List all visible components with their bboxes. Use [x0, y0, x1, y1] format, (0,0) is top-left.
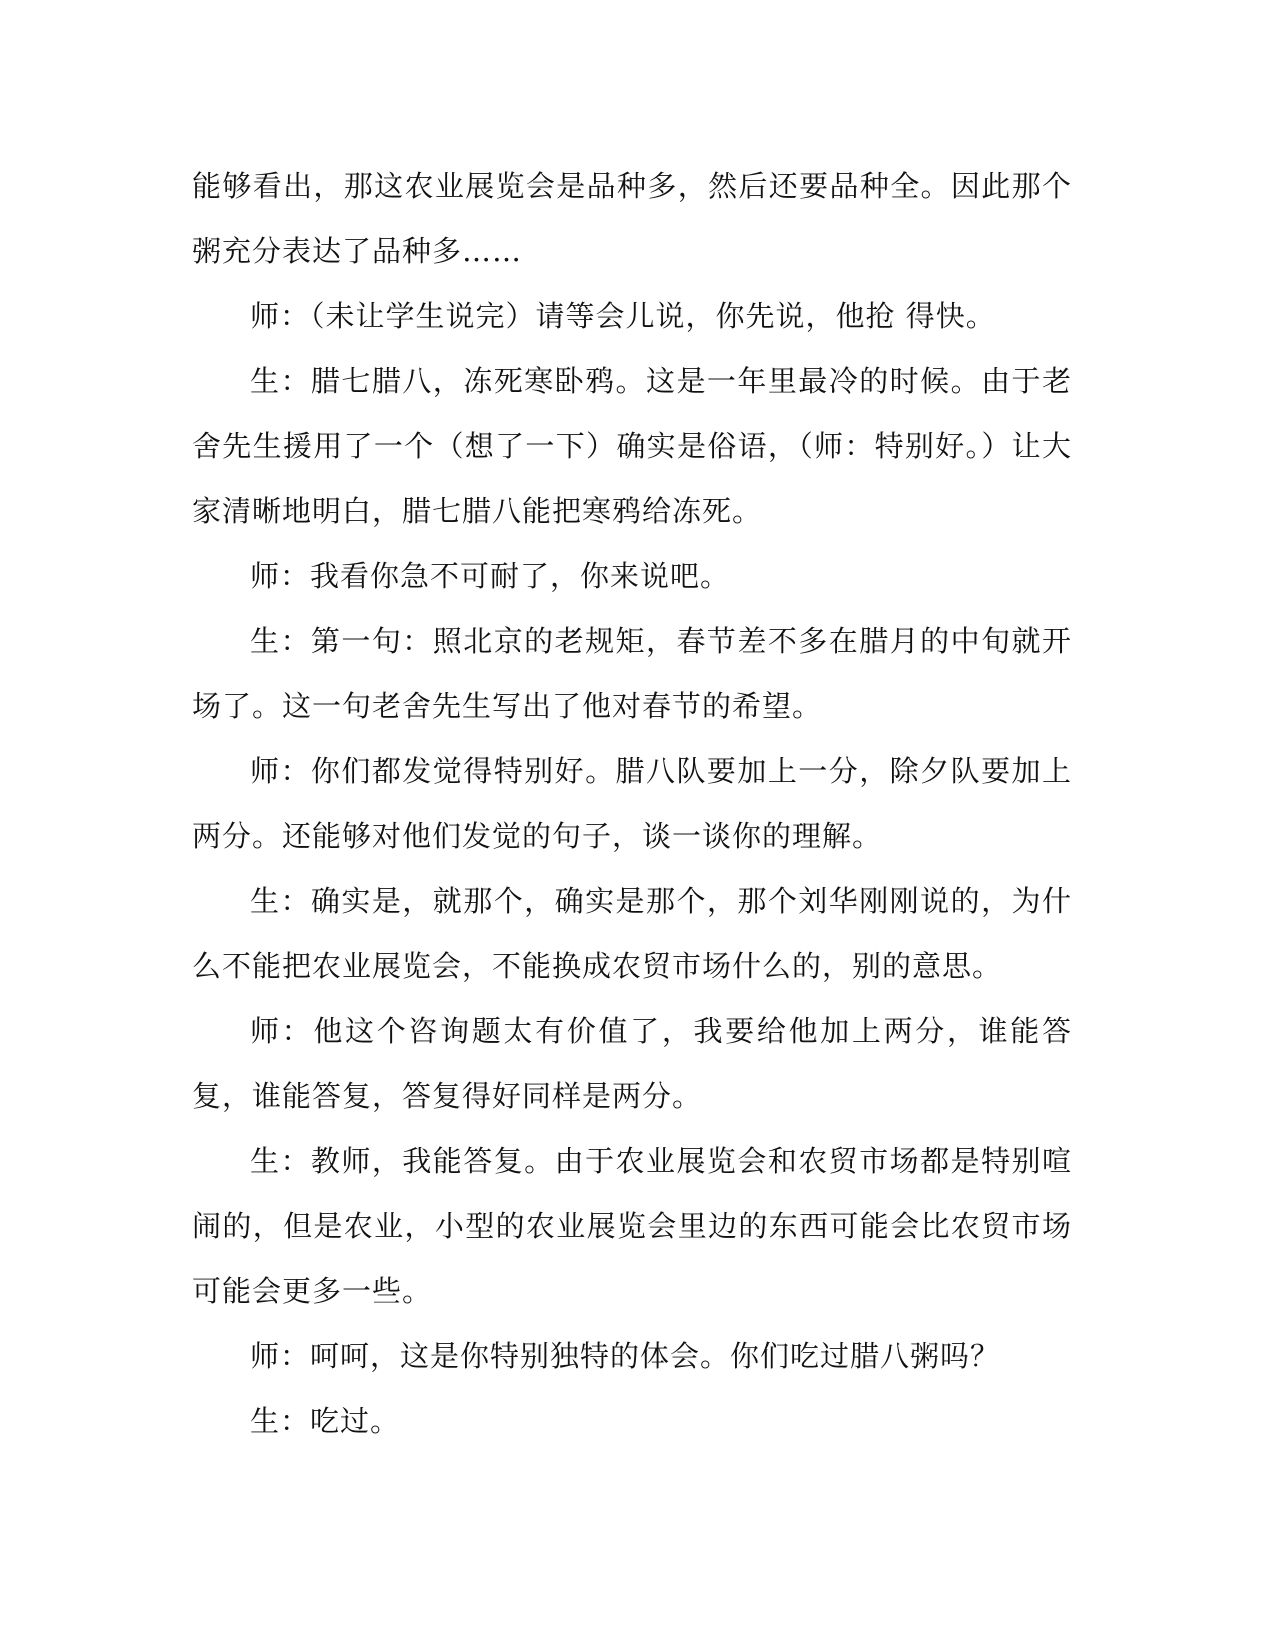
document-body [192, 154, 1072, 1454]
paragraph-continuation: 能够看出，那这农业展览会是品种多，然后还要品种全。因此那个粥充分表达了品种多…… [192, 169, 1072, 268]
paragraph-teacher-1: 师：（未让学生说完）请等会儿说，你先说，他抢 得快。 [250, 299, 996, 333]
paragraph-teacher-5: 师：呵呵，这是你特别独特的体会。你们吃过腊八粥吗？ [250, 1339, 1001, 1373]
paragraph-student-1: 生：腊七腊八，冻死寒卧鸦。这是一年里最冷的时候。由于老舍先生援用了一个（想了一下）确实是俗语，（师：特别好。）让大家清晰地明白，腊七腊八能把寒鸦给冻死。 [192, 364, 1072, 528]
paragraph-teacher-3: 师：你们都发觉得特别好。腊八队要加上一分，除夕队要加上两分。还能够对他们发觉的句子，谈一谈你的理解。 [192, 754, 1072, 853]
paragraph-student-4: 生：教师，我能答复。由于农业展览会和农贸市场都是特别喧闹的，但是农业，小型的农业展览会里边的东西可能会比农贸市场可能会更多一些。 [192, 1144, 1072, 1308]
paragraph-student-3: 生：确实是，就那个，确实是那个，那个刘华刚刚说的，为什么不能把农业展览会，不能换成农贸市场什么的，别的意思。 [192, 884, 1072, 983]
paragraph-student-2: 生：第一句：照北京的老规矩，春节差不多在腊月的中旬就开场了。这一句老舍先生写出了他对春节的希望。 [192, 624, 1072, 723]
paragraph-teacher-4: 师：他这个咨询题太有价值了，我要给他加上两分，谁能答复，谁能答复，答复得好同样是两分。 [192, 1014, 1072, 1113]
paragraph-student-5: 生：吃过。 [250, 1404, 401, 1438]
paragraph-teacher-2: 师：我看你急不可耐了，你来说吧。 [250, 559, 731, 593]
